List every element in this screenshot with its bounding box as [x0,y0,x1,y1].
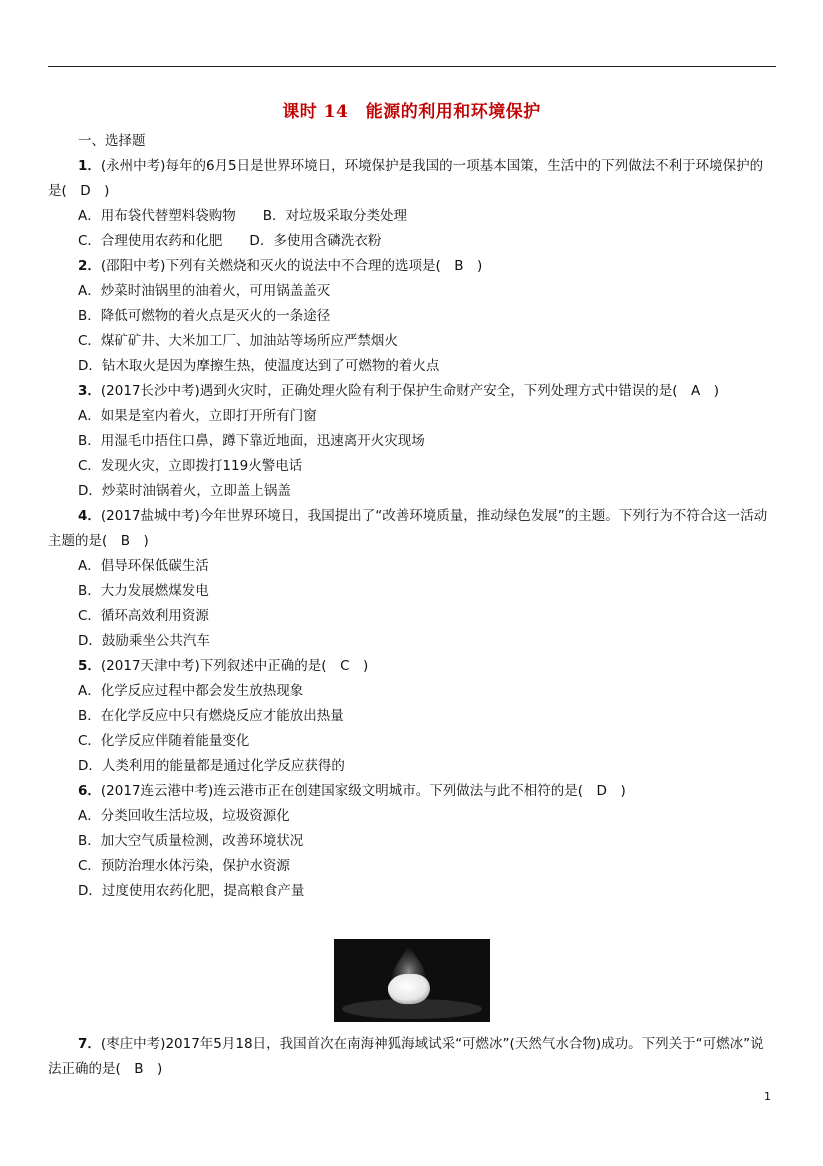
question-7 [48,1032,776,1082]
option-a: A．如果是室内着火，立即打开所有门窗 [78,408,317,424]
question-3 [48,379,776,504]
lesson-title: 课时 14 能源的利用和环境保护 [282,102,541,122]
question-text: (枣庄中考)2017年5月18日，我国首次在南海神狐海域试采“可燃冰”(天然气水合物)成功。下列关于“可燃冰”说法正确的是( B ) [48,1036,764,1077]
question-text: (永州中考)每年的6月5日是世界环境日，环境保护是我国的一项基本国策，生活中的下列做法不利于环境保护的是( D ) [48,158,764,199]
question-number: 1． [78,158,101,174]
option-b: B．用湿毛巾捂住口鼻，蹲下靠近地面，迅速离开火灾现场 [78,433,425,449]
option-d: D．鼓励乘坐公共汽车 [78,633,210,649]
option-c: C．循环高效利用资源 [78,608,209,624]
question-text: (2017天津中考)下列叙述中正确的是( C ) [100,658,369,674]
question-number: 3． [78,383,101,399]
option-row: C．合理使用农药和化肥 D．多使用含磷洗衣粉 [78,233,382,249]
burning-ice-illustration [334,939,490,1022]
option-b: B．降低可燃物的着火点是灭火的一条途径 [78,308,331,324]
option-a: A．炒菜时油锅里的油着火，可用锅盖盖灭 [78,283,331,299]
question-text: (2017长沙中考)遇到火灾时，正确处理火险有利于保护生命财产安全，下列处理方式中错误的是( A ) [100,383,720,399]
question-stem [48,254,776,279]
option-a: A．分类回收生活垃圾，垃圾资源化 [78,808,290,824]
option-d: D．炒菜时油锅着火，立即盖上锅盖 [78,483,291,499]
option-d: D．人类利用的能量都是通过化学反应获得的 [78,758,345,774]
option-a: A．化学反应过程中都会发生放热现象 [78,683,304,699]
header-rule [48,66,776,67]
question-stem [48,654,776,679]
option-b: B．大力发展燃煤发电 [78,583,209,599]
option-c: C．煤矿矿井、大米加工厂、加油站等场所应严禁烟火 [78,333,398,349]
question-4 [48,504,776,654]
page-number: 1 [764,1090,771,1103]
question-6 [48,779,776,904]
question-number: 7． [78,1036,101,1052]
question-stem [48,379,776,404]
question-number: 6． [78,783,101,799]
question-text: (2017盐城中考)今年世界环境日，我国提出了“改善环境质量，推动绿色发展”的主题。下列行为不符合这一活动主题的是( B ) [48,508,768,549]
option-c: C．发现火灾，立即拨打119火警电话 [78,458,303,474]
document-body [48,129,776,904]
question-number: 5． [78,658,101,674]
option-c: C．预防治理水体污染，保护水资源 [78,858,290,874]
question-number: 4． [78,508,101,524]
option-d: D．过度使用农药化肥，提高粮食产量 [78,883,305,899]
question-stem [48,154,776,204]
question-number: 2． [78,258,101,274]
option-b: B．在化学反应中只有燃烧反应才能放出热量 [78,708,344,724]
question-text: (2017连云港中考)连云港市正在创建国家级文明城市。下列做法与此不相符的是( D ) [100,783,626,799]
option-d: D．钻木取火是因为摩擦生热，使温度达到了可燃物的着火点 [78,358,440,374]
option-a: A．倡导环保低碳生活 [78,558,209,574]
question-1 [48,154,776,254]
burning-ice-photo [334,939,490,1022]
option-b: B．加大空气质量检测，改善环境状况 [78,833,304,849]
section-heading: 一、选择题 [78,133,146,149]
question-2 [48,254,776,379]
question-text: (邵阳中考)下列有关燃烧和灭火的说法中不合理的选项是( B ) [100,258,483,274]
question-stem [48,779,776,804]
question-5 [48,654,776,779]
option-c: C．化学反应伴随着能量变化 [78,733,250,749]
question-stem [48,504,776,554]
option-row: A．用布袋代替塑料袋购物 B．对垃圾采取分类处理 [78,208,407,224]
